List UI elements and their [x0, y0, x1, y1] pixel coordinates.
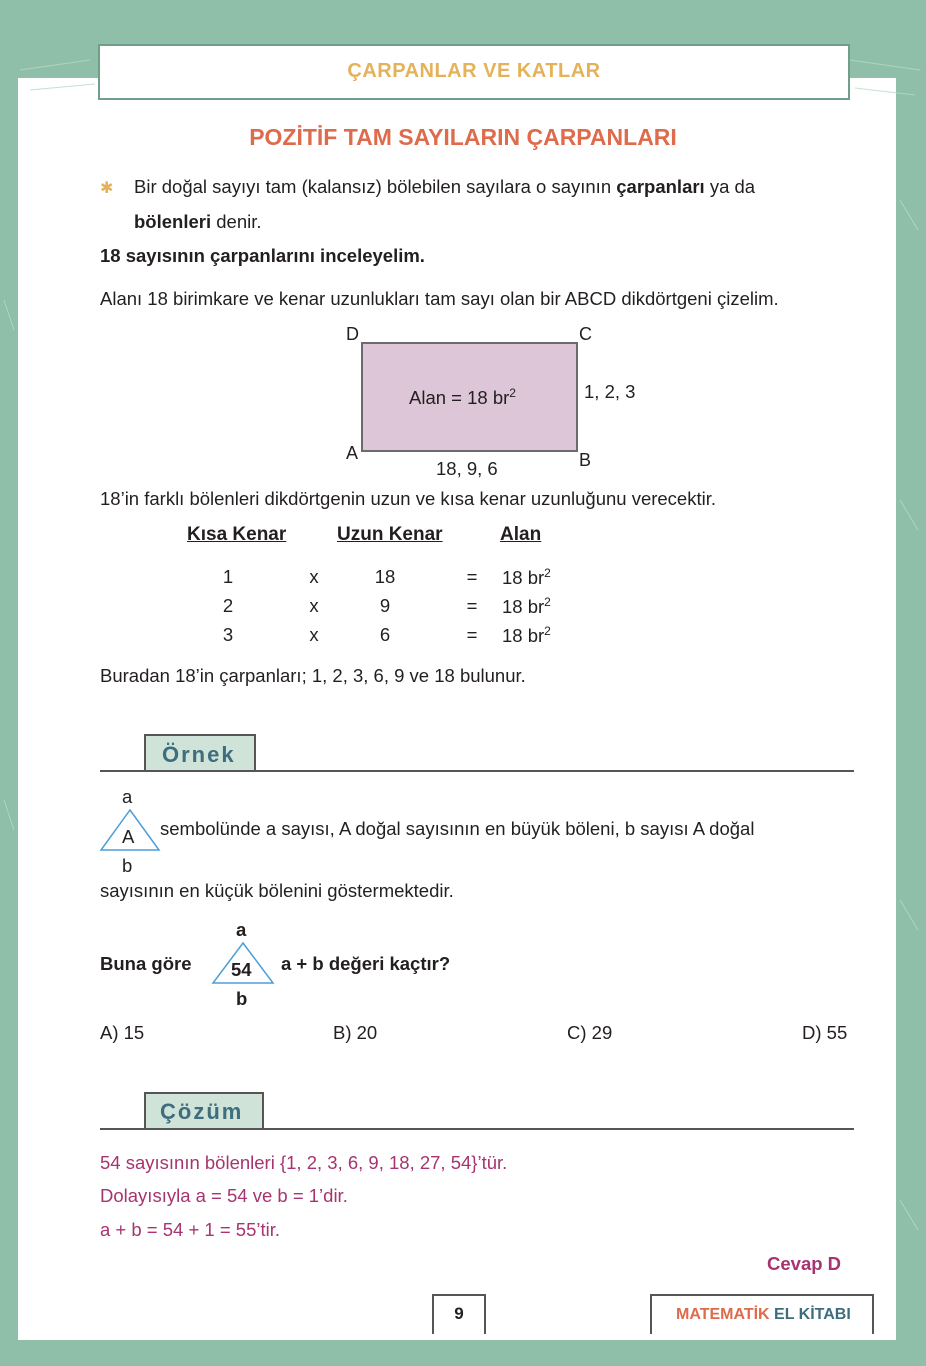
question-prefix: Buna göre — [100, 953, 192, 974]
example-line-2: sayısının en küçük bölenini göstermektedir. — [100, 880, 454, 901]
question-triangle-bottom: b — [236, 988, 248, 1009]
solution-line-3: a + b = 54 + 1 = 55’tir. — [100, 1219, 280, 1240]
question-triangle-top: a — [236, 919, 247, 940]
corner-c: C — [579, 324, 592, 344]
question-suffix: a + b değeri kaçtır? — [281, 953, 451, 974]
times-sign: x — [309, 595, 319, 616]
definition-line-1: Bir doğal sayıyı tam (kalansız) bölebilen sayılara o sayının çarpanları ya da — [134, 176, 756, 197]
page-number: 9 — [454, 1304, 464, 1323]
solution-line-2: Dolayısıyla a = 54 ve b = 1’dir. — [100, 1185, 348, 1206]
equals-sign: = — [466, 624, 478, 645]
option-a[interactable]: A) 15 — [100, 1022, 145, 1043]
book-title: MATEMATİK EL KİTABI — [676, 1306, 851, 1323]
header-short-side: Kısa Kenar — [187, 524, 287, 545]
area-label: Alan = 18 $br^2$ — [409, 386, 516, 409]
solution-line-1: 54 sayısının bölenleri {1, 2, 3, 6, 9, 18, 27, 54}’tür. — [100, 1152, 508, 1173]
equals-sign: = — [466, 595, 478, 616]
example-divider — [100, 770, 854, 772]
corner-a: A — [346, 443, 359, 463]
area-value: 18 $br^2$ — [502, 595, 551, 618]
long-value: 6 — [379, 624, 391, 645]
times-sign: x — [309, 566, 319, 587]
question-triangle-mid: 54 — [231, 959, 252, 980]
triangle-mid-label: A — [122, 826, 135, 847]
section-title: POZİTİF TAM SAYILARIN ÇARPANLARI — [249, 124, 677, 150]
option-c[interactable]: C) 29 — [567, 1022, 613, 1043]
option-d[interactable]: D) 55 — [802, 1022, 848, 1043]
corner-b: B — [579, 450, 592, 470]
header-long-side: Uzun Kenar — [337, 524, 443, 545]
option-b[interactable]: B) 20 — [333, 1022, 378, 1043]
area-value: 18 $br^2$ — [502, 624, 551, 647]
example-tag: Örnek — [162, 742, 236, 767]
subheading: 18 sayısının çarpanlarını inceleyelim. — [100, 245, 425, 266]
short-value: 1 — [222, 566, 234, 587]
solution-tag: Çözüm — [160, 1099, 244, 1124]
short-value: 2 — [222, 595, 234, 616]
answer-label: Cevap D — [767, 1253, 842, 1274]
definition-line-2: bölenleri denir. — [134, 211, 262, 232]
times-sign: x — [309, 624, 319, 645]
header-area: Alan — [500, 524, 542, 545]
triangle-bottom-label: b — [122, 855, 133, 876]
long-value: 18 — [374, 566, 396, 587]
asterisk-bullet-icon: ✱ — [100, 180, 114, 197]
explanation-text: 18’in farklı bölenleri dikdörtgenin uzun ve kısa kenar uzunluğunu verecektir. — [100, 488, 717, 509]
long-value: 9 — [379, 595, 391, 616]
equals-sign: = — [466, 566, 478, 587]
rectangle-sentence: Alanı 18 birimkare ve kenar uzunlukları tam sayı olan bir ABCD dikdörtgeni çizelim. — [100, 288, 779, 309]
area-value: 18 $br^2$ — [502, 566, 551, 589]
example-line-1: sembolünde a sayısı, A doğal sayısının en büyük böleni, b sayısı A doğal — [160, 818, 755, 839]
short-value: 3 — [222, 624, 234, 645]
short-sides-label: 1, 2, 3 — [584, 381, 636, 402]
corner-d: D — [346, 324, 359, 344]
chapter-title: ÇARPANLAR VE KATLAR — [347, 60, 601, 82]
conclusion-text: Buradan 18’in çarpanları; 1, 2, 3, 6, 9 ve 18 bulunur. — [100, 665, 526, 686]
triangle-top-label: a — [122, 786, 133, 807]
long-sides-label: 18, 9, 6 — [436, 458, 498, 479]
solution-divider — [100, 1128, 854, 1130]
